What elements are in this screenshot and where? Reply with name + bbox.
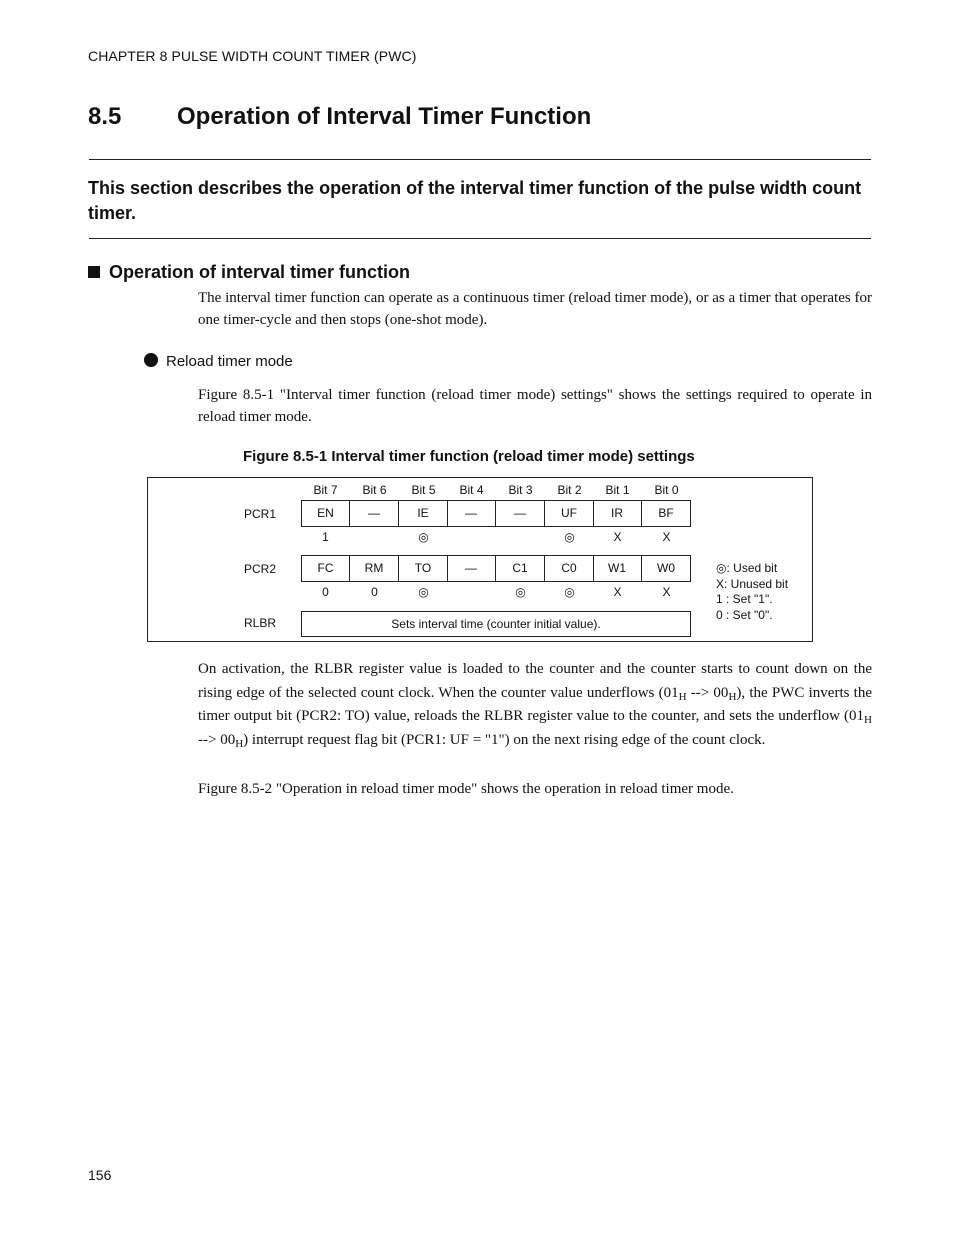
figure-ref-paragraph: Figure 8.5-1 "Interval timer function (reload timer mode) settings" shows the settings required to operate in reload timer mode. <box>198 387 872 425</box>
register-bit-cell: C1 <box>496 555 545 582</box>
top-divider <box>89 159 871 160</box>
legend-unused <box>716 577 788 593</box>
bit-label: Bit 5 <box>411 483 436 497</box>
bit-label: Bit 0 <box>654 483 679 497</box>
legend-set1: 1 : Set "1". <box>716 592 773 606</box>
register-bit-cell: C0 <box>545 555 594 582</box>
unused-bit-icon: X <box>716 576 725 591</box>
page-number: 156 <box>88 1167 112 1183</box>
legend-unused-text: : Unused bit <box>724 576 789 591</box>
section-title: Operation of Interval Timer Function <box>177 103 592 130</box>
bit-label: Bit 7 <box>313 483 338 497</box>
section-number: 8.5 <box>88 103 122 130</box>
subsection-heading <box>88 262 410 283</box>
register-bit-cell: TO <box>399 555 448 582</box>
figure2-ref-paragraph: Figure 8.5-2 "Operation in reload timer mode" shows the operation in reload timer mode. <box>198 781 734 797</box>
figure-legend <box>716 561 788 623</box>
circle-bullet-icon <box>144 353 158 367</box>
rlbr-field: Sets interval time (counter initial value). <box>301 611 691 637</box>
section-summary: This section describes the operation of the interval timer function of the pulse width count timer. <box>88 178 862 223</box>
bit-label: Bit 3 <box>508 483 533 497</box>
square-bullet-icon <box>88 266 100 278</box>
bit-value: ◎ <box>564 585 575 599</box>
activation-paragraph: On activation, the RLBR register value is loaded to the counter and the counter starts to count down on the rising edge of the selected count clock. When the counter value underflows ($01_H$ --> $00_H$), the PWC inverts the timer output bit (PCR2: TO) value, reloads the RLBR register value to the counter, and sets the underflow ($01_H$ --> $00_H$) interrupt request flag bit (PCR1: UF = "1") on the next rising edge of the count clock. <box>198 661 872 750</box>
register-bit-cell: FC <box>301 555 350 582</box>
bit-value: ◎ <box>418 585 429 599</box>
register-bit-cell: UF <box>545 500 594 527</box>
bullet-label: Reload timer mode <box>166 353 293 370</box>
register-bit-cell: W1 <box>593 555 642 582</box>
bit-value: X <box>613 585 622 599</box>
subsection-title: Operation of interval timer function <box>109 262 411 282</box>
register-bit-cell: — <box>350 500 399 527</box>
legend-used <box>716 561 788 577</box>
register-bit-cell: BF <box>642 500 691 527</box>
used-bit-icon: ◎ <box>716 561 727 575</box>
bit-label: Bit 4 <box>459 483 484 497</box>
bit-value: X <box>662 585 671 599</box>
register-bit-cell: — <box>496 500 545 527</box>
legend-set0: 0 : Set "0". <box>716 607 773 622</box>
register-bit-cell: IE <box>399 500 448 527</box>
intro-paragraph: The interval timer function can operate as a continuous timer (reload timer mode), or as a timer that operates for one timer-cycle and then stops (one-shot mode). <box>198 290 872 328</box>
register-name-pcr1: PCR1 <box>244 507 277 521</box>
register-bit-cell: EN <box>301 500 350 527</box>
bit-value: 1 <box>322 530 329 544</box>
bit-value: ◎ <box>418 530 429 544</box>
bit-value: X <box>662 530 671 544</box>
running-head: CHAPTER 8 PULSE WIDTH COUNT TIMER (PWC) <box>88 48 417 64</box>
legend-used-text: : Used bit <box>726 561 778 575</box>
register-bit-cell: — <box>447 500 496 527</box>
bit-value: ◎ <box>564 530 575 544</box>
register-name-pcr2: PCR2 <box>244 562 277 576</box>
bit-value: X <box>613 530 622 544</box>
bit-label: Bit 1 <box>605 483 630 497</box>
register-bit-cell: W0 <box>642 555 691 582</box>
register-bit-cell: — <box>447 555 496 582</box>
bit-value: 0 <box>322 585 329 599</box>
bit-label: Bit 6 <box>362 483 387 497</box>
bit-label: Bit 2 <box>557 483 582 497</box>
register-bit-cell: IR <box>593 500 642 527</box>
bit-value: 0 <box>371 585 378 599</box>
bottom-divider <box>89 238 871 239</box>
figure-caption: Figure 8.5-1 Interval timer function (reload timer mode) settings <box>243 448 695 465</box>
register-name-rlbr: RLBR <box>244 616 277 630</box>
register-bit-cell: RM <box>350 555 399 582</box>
bullet-heading <box>144 353 293 370</box>
bit-value: ◎ <box>515 585 526 599</box>
